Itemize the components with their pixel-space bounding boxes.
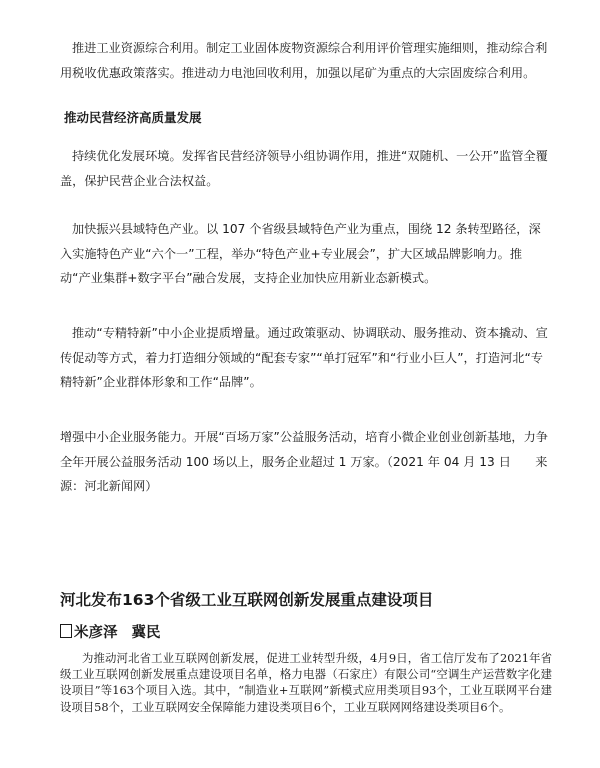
article-title: 河北发布163个省级工业互联网创新发展重点建设项目 (60, 591, 434, 609)
section-subheading: 推动民营经济高质量发展 (64, 110, 202, 125)
article-body: 为推动河北省工业互联网创新发展，促进工业转型升级，4月9日，省工信厅发布了2021年省级工业互联网创新发展重点建设项目名单，格力电器（石家庄）有限公司“空调生产运营数字化建设项目”等163个项目入选。其中，“制造业+互联网”新模式应用类项目93个，工业互联网平台建设项目58个，工业互联网安全保障能力建设类项目6个，工业互联网网络建设类项目6个。 (60, 651, 552, 714)
square-box-icon (60, 624, 72, 638)
author-name-1: 米彦泽 (74, 625, 118, 641)
paragraph-environment: 持续优化发展环境。发挥省民营经济领导小组协调作用，推进“双随机、一公开”监管全覆盖，保护民营企业合法权益。 (60, 149, 548, 188)
paragraph-resource-utilization: 推进工业资源综合利用。制定工业固体废物资源综合利用评价管理实施细则，推动综合利用税收优惠政策落实。推进动力电池回收利用，加强以尾矿为重点的大宗固废综合利用。 (60, 41, 548, 80)
paragraph-county-industry: 加快振兴县域特色产业。以 107 个省级县域特色产业为重点，围绕 12 条转型路径，深入实施特色产业“六个一”工程，举办“特色产业+专业展会”，扩大区域品牌影响力。推动“产业集群+数字平台”融合发展，支持企业加快应用新业态新模式。 (60, 222, 541, 285)
author-name-2: 冀民 (131, 625, 161, 641)
paragraph-specialized-smes: 推动“专精特新”中小企业提质增量。通过政策驱动、协调联动、服务推动、资本撬动、宣传促动等方式，着力打造细分领域的“配套专家”“单打冠军”和“行业小巨人”，打造河北“专精特新”企业群体形象和工作“品牌”。 (60, 326, 548, 389)
paragraph-sme-services: 增强中小企业服务能力。开展“百场万家”公益服务活动，培育小微企业创业创新基地，力争全年开展公益服务活动 100 场以上，服务企业超过 1 万家。（2021 年 04 月 13 日 来源：河北新闻网） (60, 430, 548, 493)
article-authors (60, 622, 161, 644)
